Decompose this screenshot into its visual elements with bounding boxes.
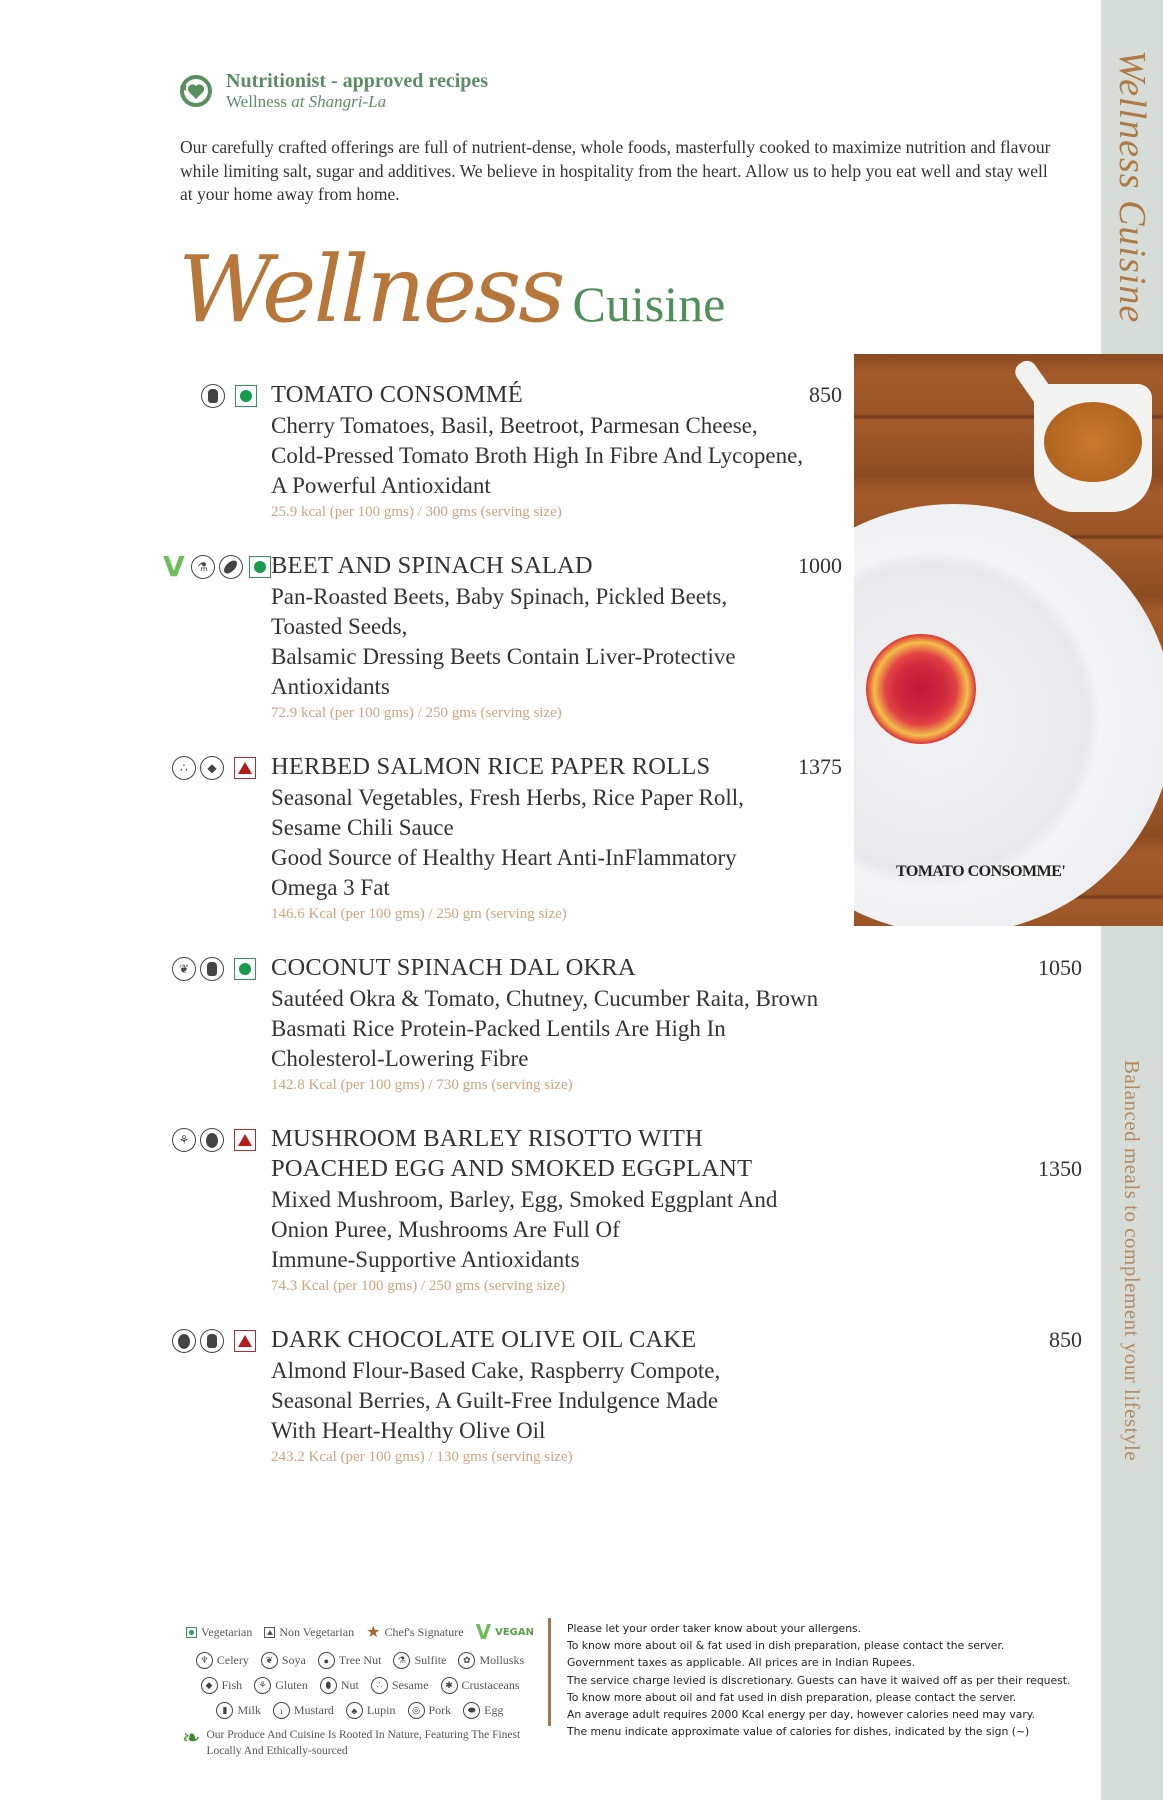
vegan-icon: V [163, 550, 185, 583]
badge-sub-italic: at Shangri-La [291, 92, 387, 111]
legend-lupin: ♣ Lupin [346, 1702, 396, 1719]
tomato-garnish [866, 634, 976, 744]
item-name: BEET AND SPINACH SALAD [271, 552, 593, 579]
item-name: MUSHROOM BARLEY RISOTTO WITH [271, 1125, 703, 1152]
badge-sub-plain: Wellness [226, 92, 287, 111]
milk-icon: ▮ [216, 1702, 233, 1719]
title-script: Wellness [178, 236, 563, 343]
footer-divider [548, 1618, 551, 1726]
item-desc-line: Immune-Supportive Antioxidants [271, 1247, 580, 1272]
fish-icon: ◆ [200, 756, 224, 780]
legend-pork: ◎ Pork [408, 1702, 452, 1719]
item-desc-line: Sesame Chili Sauce [271, 815, 454, 840]
item-icons [172, 1128, 256, 1152]
item-icons [172, 1329, 256, 1353]
item-desc-line: Cold-Pressed Tomato Broth High In Fibre And Lycopene, [271, 443, 804, 468]
note-line: To know more about oil & fat used in dish preparation, please contact the server. [567, 1639, 1005, 1653]
crustaceans-icon: ✱ [441, 1677, 458, 1694]
legend-celery: ♆ Celery [196, 1652, 249, 1669]
legend-crustaceans: ✱ Crustaceans [441, 1677, 520, 1694]
legend-mustard: ı Mustard [273, 1702, 334, 1719]
legend-row-allergens-2 [180, 1677, 540, 1694]
item-desc-line: Mixed Mushroom, Barley, Egg, Smoked Eggplant And [271, 1187, 778, 1212]
side-title: Wellness Cuisine [1111, 50, 1153, 324]
mustard-icon: ı [273, 1702, 290, 1719]
item-desc-line: Balsamic Dressing Beets Contain Liver-Protective [271, 644, 736, 669]
item-price: 1375 [798, 754, 842, 779]
note-line: To know more about oil and fat used in dish preparation, please contact the server. [567, 1690, 1017, 1704]
item-price: 1350 [1038, 1156, 1082, 1181]
tree-nut-icon: ● [318, 1652, 335, 1669]
item-icons [172, 756, 256, 780]
sprout-icon: ❧ [182, 1725, 201, 1750]
item-desc-line: Basmati Rice Protein-Packed Lentils Are High In [271, 1016, 726, 1041]
item-price: 1050 [1038, 955, 1082, 980]
egg-icon [200, 1128, 224, 1152]
egg-icon: ⬬ [463, 1702, 480, 1719]
mustard-icon [201, 384, 225, 408]
star-icon: ★ [366, 1624, 381, 1641]
legend-vegetarian: Vegetarian [186, 1625, 252, 1640]
badge-subtitle [226, 92, 488, 112]
egg-icon [172, 1329, 196, 1353]
item-desc-line: Seasonal Berries, A Guilt-Free Indulgence Made [271, 1388, 719, 1413]
non-vegetarian-icon [234, 1330, 256, 1352]
vegan-icon: V [475, 1620, 492, 1644]
legend-nut: ⬮ Nut [320, 1677, 359, 1694]
lupin-icon: ♣ [346, 1702, 363, 1719]
note-line: An average adult requires 2000 Kcal energy per day, however calories need may vary. [567, 1708, 1036, 1722]
soya-icon: ❦ [261, 1652, 278, 1669]
item-price: 850 [809, 382, 842, 407]
legend-row-types [180, 1620, 540, 1644]
item-desc-line: Almond Flour-Based Cake, Raspberry Compote, [271, 1358, 721, 1383]
vegetarian-icon [186, 1627, 197, 1638]
intro-paragraph: Our carefully crafted offerings are full of nutrient-dense, whole foods, masterfully cooked to maximize nutrition and flavour while limiting salt, sugar and additives. We believe in hospitality from the heart. Allow us to help you eat well and stay well at your home away from home. [180, 137, 1051, 204]
item-name-line2: POACHED EGG AND SMOKED EGGPLANT [271, 1155, 753, 1182]
legend-row-allergens-1 [180, 1652, 540, 1669]
vegetarian-icon [234, 958, 256, 980]
legend-egg: ⬬ Egg [463, 1702, 503, 1719]
photo-caption: TOMATO CONSOMME' [896, 863, 1066, 880]
item-desc-line: Cherry Tomatoes, Basil, Beetroot, Parmesan Cheese, [271, 413, 758, 438]
item-kcal: 146.6 Kcal (per 100 gms) / 250 gm (serving size) [271, 906, 567, 922]
item-desc-line: A Powerful Antioxidant [271, 473, 491, 498]
note-line: The menu indicate approximate value of calories for dishes, indicated by the sign (~) [567, 1725, 1030, 1739]
item-kcal: 72.9 kcal (per 100 gms) / 250 gms (serving size) [271, 705, 562, 721]
item-price: 1000 [798, 553, 842, 578]
gluten-icon: ⚘ [172, 1128, 196, 1152]
item-desc-line: Pan-Roasted Beets, Baby Spinach, Pickled Beets, [271, 584, 728, 609]
item-kcal: 74.3 Kcal (per 100 gms) / 250 gms (serving size) [271, 1278, 566, 1294]
legend-sulfite: ⚗ Sulfite [393, 1652, 446, 1669]
item-name: TOMATO CONSOMMÉ [271, 381, 523, 408]
sesame-icon: ∴ [371, 1677, 388, 1694]
pork-icon: ◎ [408, 1702, 425, 1719]
note-line: Please let your order taker know about your allergens. [567, 1622, 862, 1635]
legend-vegan: V VEGAN [475, 1620, 534, 1644]
sulfite-icon: ⚗ [393, 1652, 410, 1669]
badge-title: Nutritionist - approved recipes [226, 70, 489, 92]
heart-cycle-icon [178, 73, 214, 109]
non-vegetarian-icon [234, 757, 256, 779]
non-vegetarian-icon [264, 1627, 275, 1638]
item-name: HERBED SALMON RICE PAPER ROLLS [271, 753, 711, 780]
note-line: Government taxes as applicable. All prices are in Indian Rupees. [567, 1656, 916, 1670]
note-line: The service charge levied is discretionary. Guests can have it waived off as per their request. [567, 1673, 1071, 1687]
non-vegetarian-icon [234, 1129, 256, 1151]
item-desc-line: Antioxidants [271, 674, 390, 699]
sesame-icon: ∴ [172, 756, 196, 780]
legend-sesame: ∴ Sesame [371, 1677, 429, 1694]
item-desc-line: Cholesterol-Lowering Fibre [271, 1046, 529, 1071]
item-desc-line: Sautéed Okra & Tomato, Chutney, Cucumber Raita, Brown [271, 986, 819, 1011]
nut-icon: ⬮ [320, 1677, 337, 1694]
item-kcal: 243.2 Kcal (per 100 gms) / 130 gms (serving size) [271, 1449, 573, 1465]
item-icons [163, 550, 271, 583]
item-name: DARK CHOCOLATE OLIVE OIL CAKE [271, 1326, 697, 1353]
legend-row-allergens-3 [180, 1702, 540, 1719]
legend-note-text: Our Produce And Cuisine Is Rooted In Nature, Featuring The Finest Locally And Ethically-sourced [206, 1729, 521, 1757]
legend-milk: ▮ Milk [216, 1702, 260, 1719]
legend-soya: ❦ Soya [261, 1652, 306, 1669]
broth [1044, 402, 1142, 482]
legend-tree-nut: ● Tree Nut [318, 1652, 382, 1669]
item-kcal: 142.8 Kcal (per 100 gms) / 730 gms (serving size) [271, 1077, 573, 1093]
legend-non-vegetarian: Non Vegetarian [264, 1625, 354, 1640]
nut-icon [219, 555, 243, 579]
fish-icon: ◆ [201, 1677, 218, 1694]
mustard-icon [200, 957, 224, 981]
title-word: Cuisine [572, 276, 726, 332]
item-icons [201, 384, 257, 408]
legend [180, 1620, 540, 1759]
footer-notes [567, 1620, 1087, 1740]
vegetarian-icon [235, 385, 257, 407]
item-desc-line: Seasonal Vegetables, Fresh Herbs, Rice Paper Roll, [271, 785, 744, 810]
side-tagline: Balanced meals to complement your lifestyle [1120, 1060, 1144, 1462]
item-kcal: 25.9 kcal (per 100 gms) / 300 gms (serving size) [271, 504, 562, 520]
legend-gluten: ⚘ Gluten [254, 1677, 308, 1694]
soya-icon: ❦ [172, 957, 196, 981]
legend-note [180, 1727, 540, 1759]
dish-photo [854, 354, 1163, 926]
legend-fish: ◆ Fish [201, 1677, 243, 1694]
item-name: COCONUT SPINACH DAL OKRA [271, 954, 636, 981]
page-title [178, 236, 726, 343]
celery-icon: ♆ [196, 1652, 213, 1669]
sulfite-icon: ⚗ [191, 555, 215, 579]
item-desc-line: Good Source of Healthy Heart Anti-InFlammatory [271, 845, 737, 870]
nutritionist-badge [178, 70, 488, 112]
mollusks-icon: ✿ [458, 1652, 475, 1669]
mustard-icon [200, 1329, 224, 1353]
item-desc-line: With Heart-Healthy Olive Oil [271, 1418, 546, 1443]
vegetarian-icon [249, 556, 271, 578]
item-desc-line: Omega 3 Fat [271, 875, 390, 900]
item-desc-line: Onion Puree, Mushrooms Are Full Of [271, 1217, 620, 1242]
legend-mollusks: ✿ Mollusks [458, 1652, 524, 1669]
item-desc-line: Toasted Seeds, [271, 614, 408, 639]
gluten-icon: ⚘ [254, 1677, 271, 1694]
item-icons [172, 957, 256, 981]
legend-chefs-signature: ★ Chef's Signature [366, 1624, 464, 1641]
item-price: 850 [1049, 1327, 1082, 1352]
